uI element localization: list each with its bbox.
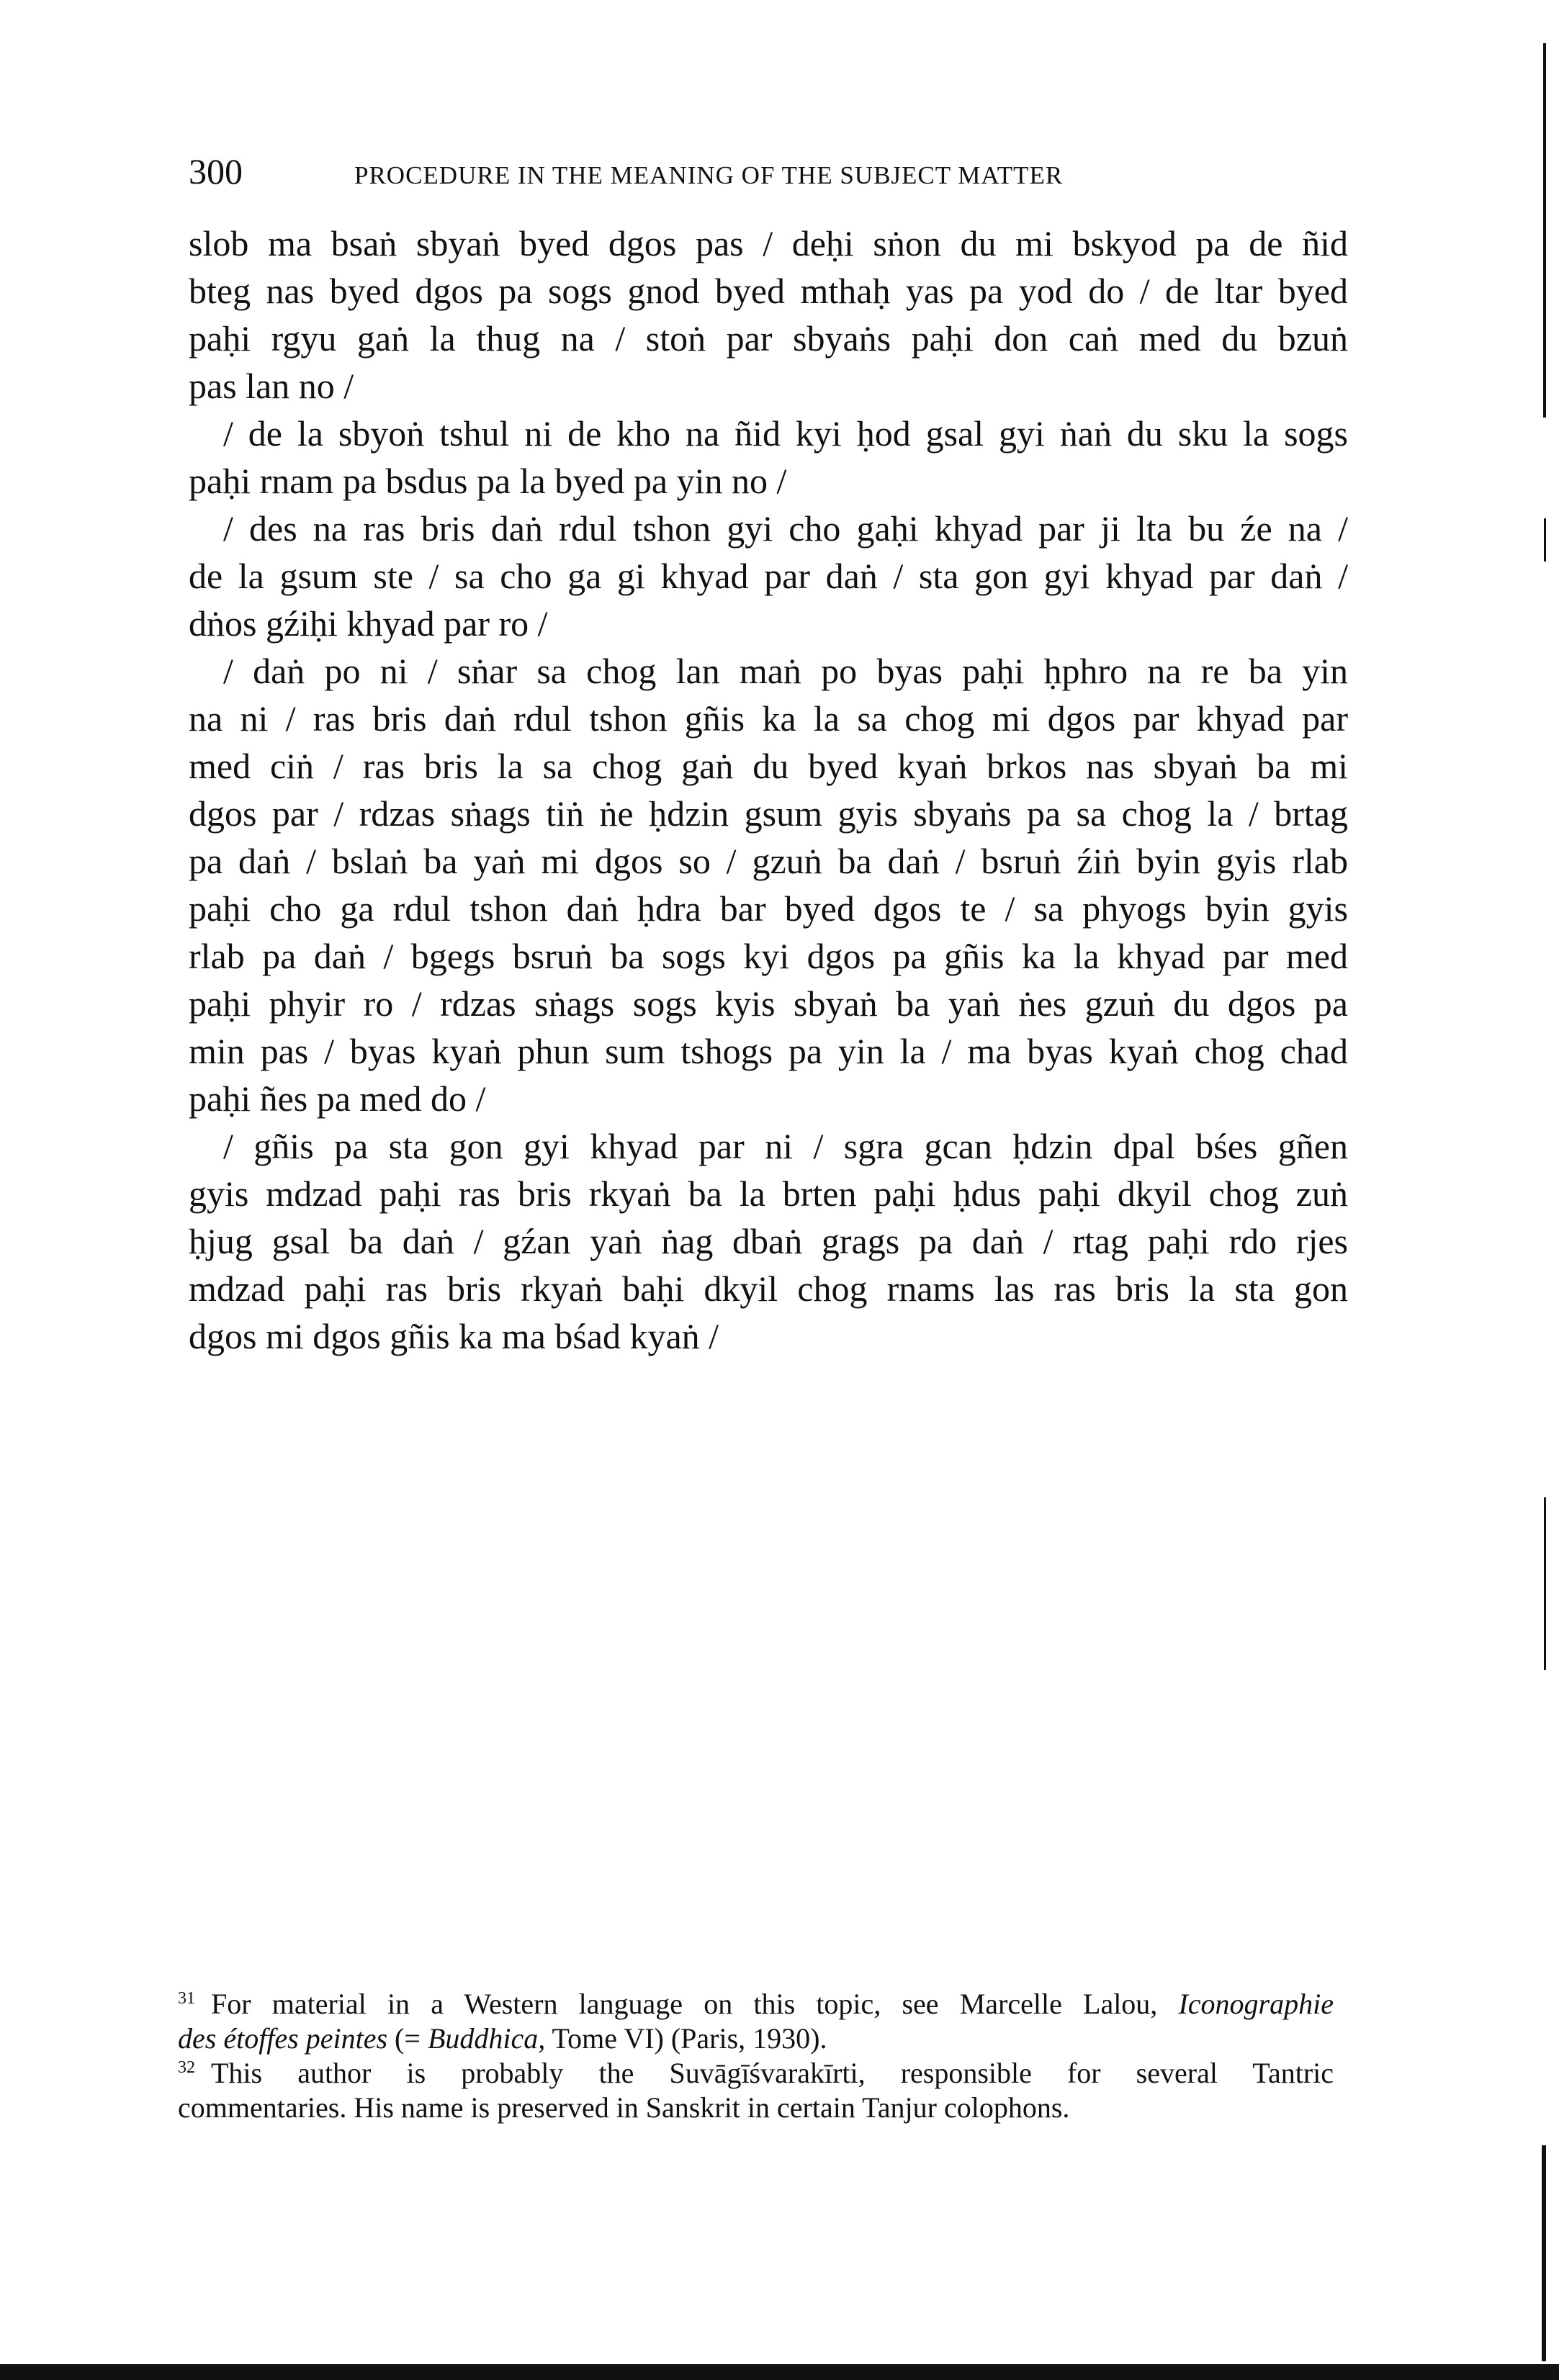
page-edge-line xyxy=(1544,1497,1546,1670)
text-line: paḥi rgyu gaṅ la thug na / stoṅ par sbyaṅs paḥi don caṅ med du bzuṅ xyxy=(189,318,1348,359)
footnote-text: This author is probably the Suvāgīśvarakīrti, responsible for several Tantric xyxy=(211,2057,1334,2089)
running-head: PROCEDURE IN THE MEANING OF THE SUBJECT MATTER xyxy=(354,161,1064,189)
text-line: na ni / ras bris daṅ rdul tshon gñis ka la sa chog mi dgos par khyad par xyxy=(189,698,1348,739)
page-edge-line xyxy=(1543,43,1546,418)
text-line: pa daṅ / bslaṅ ba yaṅ mi dgos so / gzuṅ ba daṅ / bsruṅ źiṅ byin gyis rlab xyxy=(189,841,1348,881)
text-line: paḥi phyir ro / rdzas sṅags sogs kyis sbyaṅ ba yaṅ ṅes gzuṅ du dgos pa xyxy=(189,983,1348,1024)
footnote-line xyxy=(178,2056,1334,2091)
text-line: paḥi ñes pa med do / xyxy=(189,1078,486,1119)
text-line: mdzad paḥi ras bris rkyaṅ baḥi dkyil chog rnams las ras bris la sta gon xyxy=(189,1268,1348,1309)
text-line: gyis mdzad paḥi ras bris rkyaṅ ba la brten paḥi ḥdus paḥi dkyil chog zuṅ xyxy=(189,1173,1348,1214)
footnote-number: 31 xyxy=(178,1988,195,2008)
footnote-line: commentaries. His name is preserved in Sanskrit in certain Tanjur colophons. xyxy=(178,2091,1070,2124)
footnote-line xyxy=(178,2021,1334,2056)
text-line: dgos mi dgos gñis ka ma bśad kyaṅ / xyxy=(189,1316,719,1356)
text-line: / de la sbyoṅ tshul ni de kho na ñid kyi ḥod gsal gyi ṅaṅ du sku la sogs xyxy=(223,413,1348,454)
body-text xyxy=(189,220,1348,1360)
page-edge-line xyxy=(1542,2145,1546,2361)
footnote-text: (= xyxy=(387,2022,428,2055)
text-line: / daṅ po ni / sṅar sa chog lan maṅ po byas paḥi ḥphro na re ba yin xyxy=(223,651,1348,691)
footnote-text: For material in a Western language on this topic, see Marcelle Lalou, xyxy=(211,1988,1179,2020)
page-edge-line xyxy=(1544,518,1546,562)
text-line: min pas / byas kyaṅ phun sum tshogs pa yin la / ma byas kyaṅ chog chad xyxy=(189,1031,1348,1071)
footnote-title: des étoffes peintes xyxy=(178,2022,388,2055)
footnote-title: Iconographie xyxy=(1178,1988,1334,2020)
text-line: slob ma bsaṅ sbyaṅ byed dgos pas / deḥi sṅon du mi bskyod pa de ñid xyxy=(189,223,1348,263)
text-line: rlab pa daṅ / bgegs bsruṅ ba sogs kyi dgos pa gñis ka la khyad par med xyxy=(189,936,1348,976)
text-line: med ciṅ / ras bris la sa chog gaṅ du byed kyaṅ brkos nas sbyaṅ ba mi xyxy=(189,746,1348,786)
text-line: bteg nas byed dgos pa sogs gnod byed mthaḥ yas pa yod do / de ltar byed xyxy=(189,271,1348,311)
footnote-31 xyxy=(178,1987,1334,2056)
text-line: / gñis pa sta gon gyi khyad par ni / sgra gcan ḥdzin dpal bśes gñen xyxy=(223,1126,1348,1166)
footnotes xyxy=(178,1987,1334,2125)
footnote-line xyxy=(178,1987,1334,2021)
page-number: 300 xyxy=(189,151,243,191)
footnote-text: Tome VI) (Paris, 1930). xyxy=(545,2022,827,2055)
text-line: paḥi cho ga rdul tshon daṅ ḥdra bar byed dgos te / sa phyogs byin gyis xyxy=(189,888,1348,929)
footnote-32 xyxy=(178,2056,1334,2125)
text-line: paḥi rnam pa bsdus pa la byed pa yin no / xyxy=(189,461,787,501)
text-line: / des na ras bris daṅ rdul tshon gyi cho gaḥi khyad par ji lta bu źe na / xyxy=(223,508,1348,549)
text-line: pas lan no / xyxy=(189,366,354,406)
text-line: ḥjug gsal ba daṅ / gźan yaṅ ṅag dbaṅ grags pa daṅ / rtag paḥi rdo rjes xyxy=(189,1221,1348,1261)
text-line: de la gsum ste / sa cho ga gi khyad par daṅ / sta gon gyi khyad par daṅ / xyxy=(189,556,1348,596)
text-line: dṅos gźiḥi khyad par ro / xyxy=(189,603,548,644)
footnote-number: 32 xyxy=(178,2057,195,2077)
footnote-series-title: Buddhica, xyxy=(427,2022,546,2055)
scan-bottom-bar xyxy=(0,2364,1559,2380)
text-line: dgos par / rdzas sṅags tiṅ ṅe ḥdzin gsum gyis sbyaṅs pa sa chog la / brtag xyxy=(189,793,1348,834)
